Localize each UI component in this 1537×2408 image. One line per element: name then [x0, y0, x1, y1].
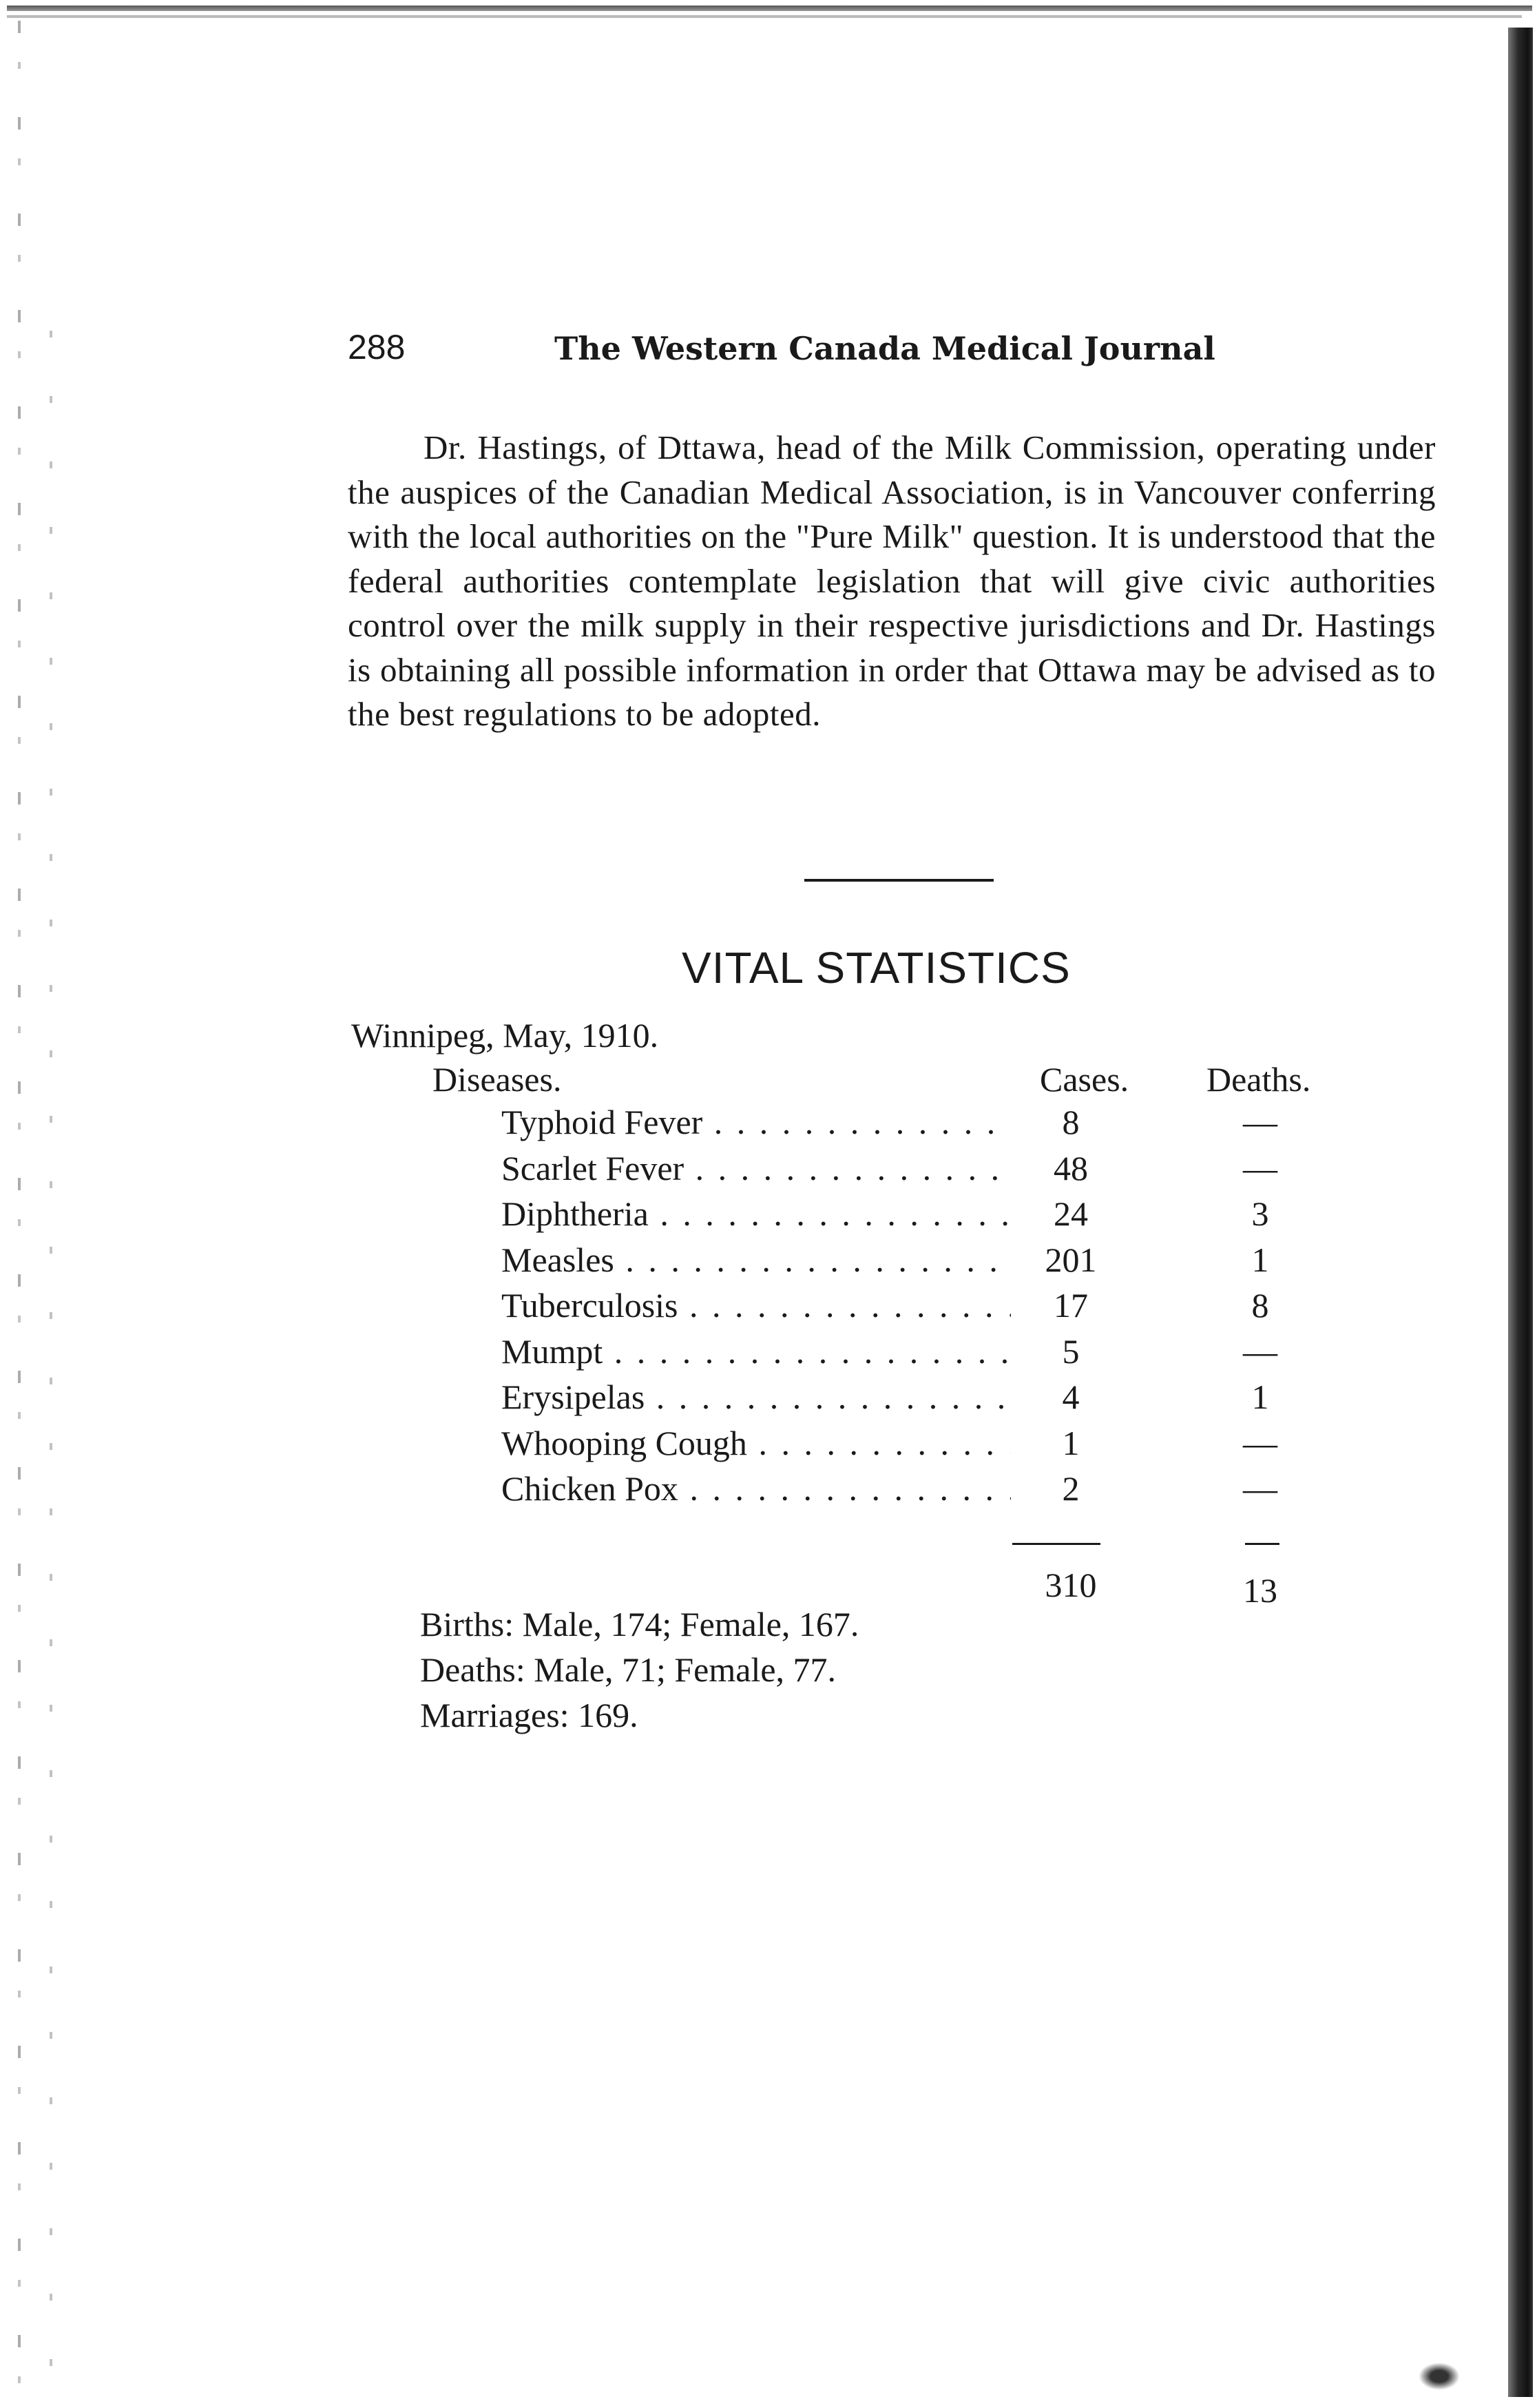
case-count: 48	[1054, 1148, 1088, 1187]
case-count: 8	[1062, 1103, 1080, 1141]
disease-name: Mumpt . . .	[501, 1331, 1011, 1371]
table-row	[0, 1331, 1537, 1378]
header-diseases: Diseases.	[432, 1060, 562, 1099]
total-deaths: 13	[1243, 1571, 1277, 1610]
section-divider	[804, 879, 994, 882]
cases-sum-rule	[1012, 1543, 1100, 1545]
case-count: 4	[1062, 1378, 1080, 1416]
death-count: 8	[1251, 1286, 1269, 1325]
death-count: —	[1243, 1331, 1277, 1371]
disease-name: Erysipelas . . .	[501, 1377, 1011, 1417]
case-count: 2	[1062, 1469, 1080, 1508]
disease-name: Diphtheria . . .	[501, 1194, 1011, 1234]
table-row	[0, 1423, 1537, 1469]
deaths-line: Deaths: Male, 71; Female, 77.	[420, 1650, 837, 1689]
page-number: 288	[348, 328, 406, 366]
table-row	[0, 1377, 1537, 1423]
table-row	[0, 1102, 1537, 1148]
table-header	[0, 1059, 1537, 1101]
disease-name: Tuberculosis . . .	[501, 1285, 1011, 1325]
disease-name: Whooping Cough . . .	[501, 1423, 1011, 1463]
death-count: —	[1243, 1148, 1277, 1187]
table-row	[0, 1468, 1537, 1515]
case-count: 17	[1054, 1286, 1088, 1325]
disease-name: Measles . . .	[501, 1240, 1011, 1280]
vital-summary	[420, 1601, 859, 1738]
death-count: 1	[1251, 1240, 1269, 1279]
disease-name: Chicken Pox . . .	[501, 1468, 1011, 1508]
death-count: —	[1243, 1423, 1277, 1462]
death-count: —	[1243, 1103, 1277, 1141]
case-count: 5	[1062, 1331, 1080, 1371]
case-count: 24	[1054, 1194, 1088, 1233]
header-cases: Cases.	[1040, 1060, 1129, 1099]
death-count: 3	[1251, 1194, 1269, 1233]
place-date: Winnipeg, May, 1910.	[351, 1016, 659, 1055]
table-row	[0, 1148, 1537, 1194]
table-row	[0, 1194, 1537, 1240]
total-cases: 310	[1045, 1566, 1097, 1604]
scan-blot	[1419, 2363, 1460, 2390]
disease-table	[0, 1102, 1537, 1515]
births-line: Births: Male, 174; Female, 167.	[420, 1605, 859, 1643]
marriages-line: Marriages: 169.	[420, 1696, 638, 1734]
case-count: 201	[1045, 1240, 1097, 1279]
page-header	[348, 327, 1312, 382]
table-row	[0, 1240, 1537, 1286]
case-count: 1	[1062, 1423, 1080, 1462]
death-count: 1	[1251, 1378, 1269, 1416]
disease-name: Scarlet Fever . . .	[501, 1148, 1011, 1188]
disease-name: Typhoid Fever . . .	[501, 1102, 1011, 1142]
deaths-sum-rule	[1245, 1543, 1279, 1545]
running-title: The Western Canada Medical Journal	[554, 330, 1215, 367]
section-heading: VITAL STATISTICS	[682, 943, 1071, 993]
table-row	[0, 1285, 1537, 1331]
scan-edge-top	[7, 6, 1532, 11]
death-count: —	[1243, 1469, 1277, 1508]
header-deaths: Deaths.	[1206, 1060, 1311, 1099]
scan-edge-top-inner	[7, 15, 1522, 18]
body-paragraph: Dr. Hastings, of Dttawa, head of the Milk Commission, operating under the auspices of the Canadian Medical Association, is in Vancouver conferring with the local authorities on the "Pure Milk" question. It is understood that the federal authorities contemplate legislation that will give civic authorities control over the milk supply in their respective jurisdictions and Dr. Hastings is obtaining all possible information in order that Ottawa may be advised as to the best regulations to be adopted.	[348, 428, 1436, 733]
